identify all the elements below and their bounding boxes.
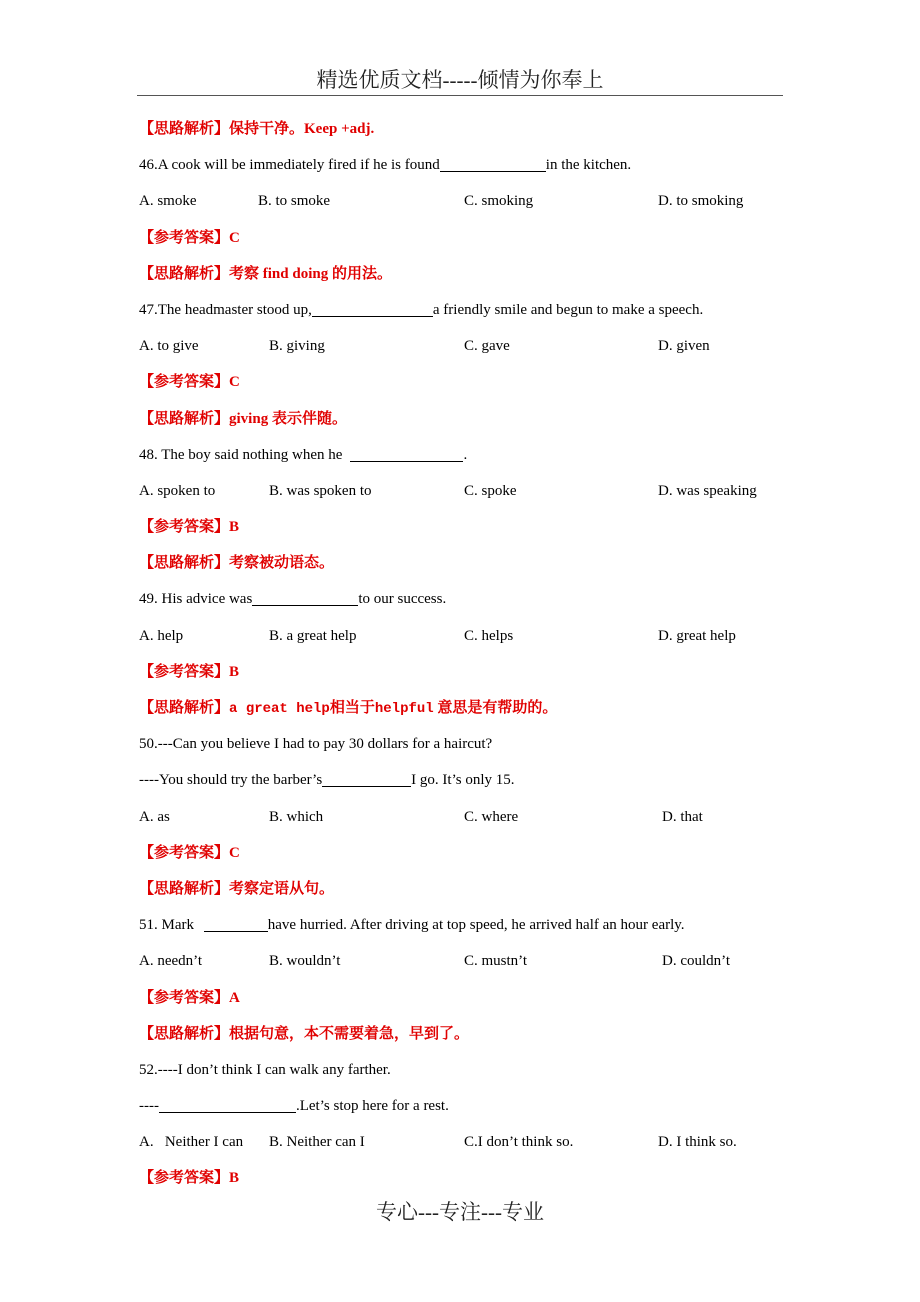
- analysis-code: helpful: [374, 701, 434, 717]
- analysis-line: [139, 114, 789, 150]
- option-b: B. a great help: [269, 627, 357, 644]
- analysis-line: [139, 693, 789, 729]
- answer-label: 【参考答案】: [139, 663, 230, 680]
- question-text: 51. Mark: [139, 917, 198, 934]
- option-c: C. where: [464, 808, 519, 825]
- option-d: D. that: [662, 808, 703, 825]
- answer-blank: [252, 589, 358, 606]
- option-b: B. wouldn’t: [269, 953, 341, 970]
- options-46: [139, 186, 789, 222]
- analysis-label: 【思路解析】: [139, 880, 230, 897]
- answer-line: [139, 223, 789, 259]
- analysis-text: 考察 find doing 的用法。: [229, 265, 392, 282]
- analysis-line: [139, 259, 789, 295]
- answer-label: 【参考答案】: [139, 374, 230, 391]
- analysis-label: 【思路解析】: [139, 121, 230, 137]
- answer-value: C: [229, 374, 240, 391]
- analysis-line: [139, 874, 789, 910]
- answer-line: [139, 1163, 789, 1199]
- option-d: D. was speaking: [658, 482, 757, 499]
- analysis-label: 【思路解析】: [139, 410, 230, 427]
- analysis-text: 相当于: [329, 700, 375, 716]
- analysis-text: 保持干净。Keep +adj.: [229, 121, 375, 137]
- answer-value: C: [229, 229, 240, 246]
- answer-blank: [440, 155, 546, 172]
- option-a: A. help: [139, 627, 184, 644]
- option-b: B. to smoke: [258, 193, 331, 210]
- analysis-code: a great help: [229, 701, 330, 717]
- document-body: [139, 114, 789, 1200]
- analysis-text: 意思是有帮助的。: [433, 700, 558, 716]
- option-d: D. couldn’t: [662, 953, 731, 970]
- answer-line: [139, 512, 789, 548]
- answer-value: C: [229, 844, 240, 861]
- answer-line: [139, 983, 789, 1019]
- question-48: [139, 440, 789, 476]
- option-a: A. to give: [139, 338, 199, 355]
- option-b: B. giving: [269, 338, 325, 355]
- option-d: D. I think so.: [658, 1134, 737, 1151]
- option-c: C. mustn’t: [464, 953, 528, 970]
- question-51: [139, 910, 789, 946]
- option-a: A. needn’t: [139, 953, 203, 970]
- analysis-text: 考察被动语态。: [229, 555, 335, 572]
- option-c: C. gave: [464, 338, 510, 355]
- options-51: [139, 946, 789, 982]
- options-48: [139, 476, 789, 512]
- question-text: 46.A cook will be immediately fired if he is found: [139, 157, 440, 174]
- answer-label: 【参考答案】: [139, 1170, 230, 1187]
- options-49: [139, 621, 789, 657]
- answer-line: [139, 657, 789, 693]
- question-text: in the kitchen.: [545, 157, 632, 174]
- option-b: B. Neither can I: [269, 1134, 365, 1151]
- question-text: ----: [139, 1098, 159, 1115]
- question-50-reply: [139, 765, 789, 801]
- analysis-line: [139, 404, 789, 440]
- option-d: D. given: [658, 338, 710, 355]
- question-text: .: [463, 446, 468, 463]
- analysis-text: 考察定语从句。: [229, 880, 335, 897]
- page-header: 精选优质文档-----倾情为你奉上: [316, 68, 604, 92]
- option-a: A. spoken to: [139, 482, 216, 499]
- analysis-line: [139, 548, 789, 584]
- option-c: C. spoke: [464, 482, 517, 499]
- header-rule: [137, 95, 783, 96]
- option-c: C. helps: [464, 627, 514, 644]
- option-a: A. Neither I can: [139, 1134, 244, 1151]
- question-text: ----You should try the barber’s: [139, 772, 323, 789]
- option-b: B. was spoken to: [269, 482, 372, 499]
- options-47: [139, 331, 789, 367]
- options-50: [139, 802, 789, 838]
- analysis-text: giving 表示伴随。: [229, 410, 347, 427]
- answer-blank: [159, 1096, 296, 1113]
- question-46: [139, 150, 789, 186]
- question-49: [139, 584, 789, 620]
- answer-line: [139, 838, 789, 874]
- question-50: 50.---Can you believe I had to pay 30 dollars for a haircut?: [139, 736, 493, 753]
- options-52: [139, 1127, 789, 1163]
- answer-value: B: [229, 1170, 240, 1187]
- answer-value: A: [229, 989, 240, 1006]
- analysis-text: 根据句意，本不需要着急，早到了。: [229, 1025, 470, 1042]
- answer-blank: [312, 300, 433, 317]
- option-d: D. great help: [658, 627, 736, 644]
- question-text: I go. It’s only 15.: [411, 772, 515, 789]
- option-b: B. which: [269, 808, 324, 825]
- answer-value: B: [229, 519, 240, 536]
- analysis-label: 【思路解析】: [139, 265, 230, 282]
- question-text: 48. The boy said nothing when he: [139, 446, 343, 463]
- option-c: C. smoking: [464, 193, 534, 210]
- question-47: [139, 295, 789, 331]
- question-52: 52.----I don’t think I can walk any farther.: [139, 1061, 391, 1078]
- answer-blank: [322, 770, 411, 787]
- option-a: A. as: [139, 808, 170, 825]
- answer-label: 【参考答案】: [139, 519, 230, 536]
- answer-label: 【参考答案】: [139, 229, 230, 246]
- answer-line: [139, 367, 789, 403]
- option-a: A. smoke: [139, 193, 197, 210]
- question-text: have hurried. After driving at top speed, he arrived half an hour early.: [267, 917, 685, 934]
- answer-value: B: [229, 663, 240, 680]
- answer-label: 【参考答案】: [139, 844, 230, 861]
- answer-blank: [350, 445, 463, 462]
- option-d: D. to smoking: [658, 193, 744, 210]
- analysis-label: 【思路解析】: [139, 700, 230, 716]
- option-c: C.I don’t think so.: [464, 1134, 574, 1151]
- question-text: 47.The headmaster stood up,: [139, 301, 312, 318]
- question-text: a friendly smile and begun to make a speech.: [432, 301, 704, 318]
- question-52-reply: [139, 1091, 789, 1127]
- question-text: .Let’s stop here for a rest.: [295, 1098, 449, 1115]
- analysis-label: 【思路解析】: [139, 1025, 230, 1042]
- answer-label: 【参考答案】: [139, 989, 230, 1006]
- analysis-line: [139, 1019, 789, 1055]
- question-text: 49. His advice was: [139, 591, 253, 608]
- question-text: to our success.: [358, 591, 447, 608]
- answer-blank: [204, 915, 268, 932]
- analysis-label: 【思路解析】: [139, 555, 230, 572]
- page-footer: 专心---专注---专业: [376, 1200, 544, 1224]
